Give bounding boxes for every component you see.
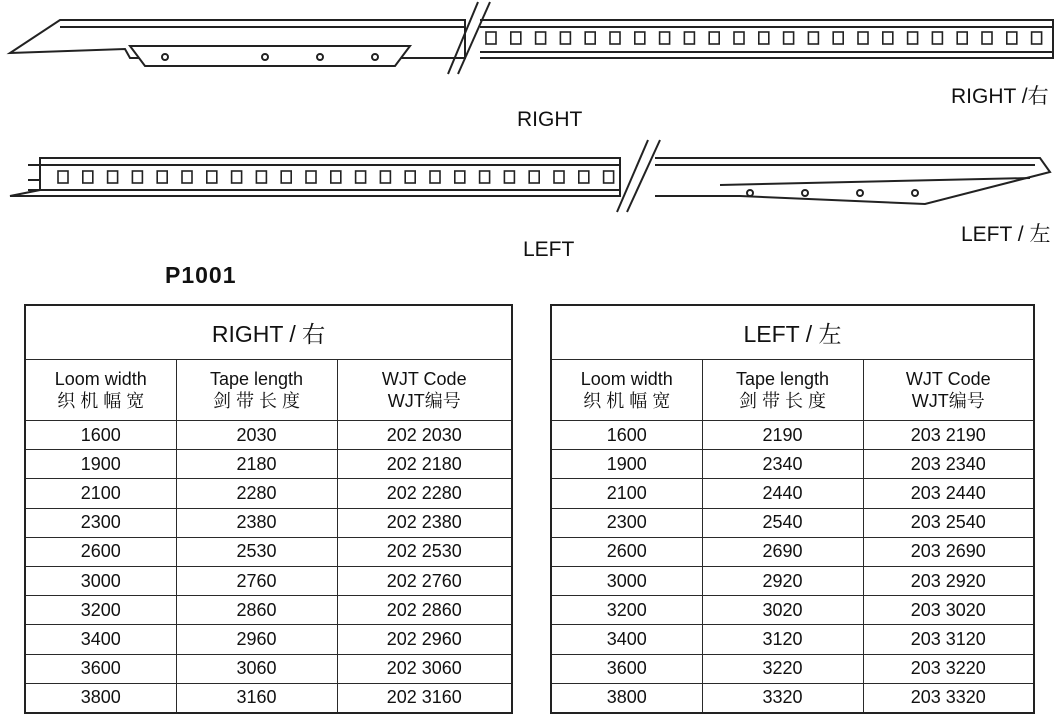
tape-hole — [306, 171, 316, 183]
tape-hole — [430, 171, 440, 183]
cell-tape-length: 2540 — [702, 508, 863, 537]
table-row — [551, 625, 1034, 654]
cell-wjt-code: 203 2920 — [863, 566, 1034, 595]
table-row — [551, 421, 1034, 450]
cell-loom-width: 3000 — [551, 566, 702, 595]
tape-hole — [660, 32, 670, 44]
table-row — [551, 683, 1034, 713]
cell-wjt-code: 202 3160 — [337, 683, 512, 713]
tape-hole — [585, 32, 595, 44]
header-tape-length: Tape length 剑 带 长 度 — [702, 360, 863, 421]
tape-hole — [833, 32, 843, 44]
cell-loom-width: 1600 — [551, 421, 702, 450]
tape-hole — [610, 32, 620, 44]
cell-wjt-code: 203 3120 — [863, 625, 1034, 654]
table-row — [25, 683, 512, 713]
left-tape-holes — [58, 171, 614, 183]
cell-wjt-code: 202 2180 — [337, 450, 512, 479]
tape-hole — [808, 32, 818, 44]
cell-wjt-code: 203 2690 — [863, 537, 1034, 566]
cell-wjt-code: 203 3220 — [863, 654, 1034, 683]
tape-hole — [579, 171, 589, 183]
table-row — [25, 537, 512, 566]
cell-loom-width: 3400 — [551, 625, 702, 654]
table-row — [551, 479, 1034, 508]
tape-hole — [281, 171, 291, 183]
cell-tape-length: 2180 — [176, 450, 337, 479]
table-row — [551, 508, 1034, 537]
tape-hole — [1007, 32, 1017, 44]
tape-hole — [554, 171, 564, 183]
cell-loom-width: 1900 — [551, 450, 702, 479]
table-row — [551, 566, 1034, 595]
tape-hole — [982, 32, 992, 44]
left-spec-table — [550, 304, 1035, 714]
cell-loom-width: 3400 — [25, 625, 176, 654]
tape-hole — [504, 171, 514, 183]
cell-wjt-code: 203 2340 — [863, 450, 1034, 479]
cell-tape-length: 2440 — [702, 479, 863, 508]
cell-wjt-code: 202 3060 — [337, 654, 512, 683]
tape-hole — [108, 171, 118, 183]
cell-wjt-code: 203 3020 — [863, 596, 1034, 625]
cell-tape-length: 3320 — [702, 683, 863, 713]
tape-hole — [132, 171, 142, 183]
header-loom-width: Loom width 织 机 幅 宽 — [551, 360, 702, 421]
cell-tape-length: 2380 — [176, 508, 337, 537]
cell-wjt-code: 203 2540 — [863, 508, 1034, 537]
tape-hole — [560, 32, 570, 44]
cell-tape-length: 2190 — [702, 421, 863, 450]
right-caption: RIGHT — [517, 108, 583, 131]
cell-wjt-code: 203 2440 — [863, 479, 1034, 508]
tape-hole — [157, 171, 167, 183]
cell-wjt-code: 202 2760 — [337, 566, 512, 595]
cell-tape-length: 3160 — [176, 683, 337, 713]
cell-wjt-code: 202 2030 — [337, 421, 512, 450]
model-title: P1001 — [165, 262, 237, 288]
cell-wjt-code: 202 2380 — [337, 508, 512, 537]
tape-hole — [858, 32, 868, 44]
tape-hole — [486, 32, 496, 44]
table-row — [25, 450, 512, 479]
right-tape-holes — [486, 32, 1042, 44]
cell-loom-width: 3000 — [25, 566, 176, 595]
table-row — [25, 625, 512, 654]
cell-tape-length: 2030 — [176, 421, 337, 450]
tape-hole — [232, 171, 242, 183]
table-row — [25, 596, 512, 625]
cell-loom-width: 3600 — [25, 654, 176, 683]
tape-hole — [83, 171, 93, 183]
header-loom-width: Loom width 织 机 幅 宽 — [25, 360, 176, 421]
table-row — [551, 537, 1034, 566]
cell-wjt-code: 203 2190 — [863, 421, 1034, 450]
cell-loom-width: 3600 — [551, 654, 702, 683]
cell-loom-width: 2600 — [25, 537, 176, 566]
tape-hole — [331, 171, 341, 183]
cell-loom-width: 3200 — [25, 596, 176, 625]
cell-tape-length: 2280 — [176, 479, 337, 508]
cell-loom-width: 2100 — [551, 479, 702, 508]
right-side-label: RIGHT /右 — [951, 85, 1049, 108]
tape-hole — [511, 32, 521, 44]
tape-hole — [635, 32, 645, 44]
cell-loom-width: 2300 — [25, 508, 176, 537]
tape-hole — [480, 171, 490, 183]
tape-hole — [734, 32, 744, 44]
cell-tape-length: 2760 — [176, 566, 337, 595]
table-row — [25, 654, 512, 683]
table-row — [25, 508, 512, 537]
table-row — [551, 450, 1034, 479]
cell-tape-length: 3020 — [702, 596, 863, 625]
cell-wjt-code: 202 2960 — [337, 625, 512, 654]
cell-tape-length: 3060 — [176, 654, 337, 683]
cell-tape-length: 2960 — [176, 625, 337, 654]
table-row — [25, 479, 512, 508]
tape-hole — [932, 32, 942, 44]
tape-hole — [1032, 32, 1042, 44]
tape-hole — [182, 171, 192, 183]
left-caption: LEFT — [523, 238, 575, 261]
tape-hole — [256, 171, 266, 183]
tape-hole — [684, 32, 694, 44]
cell-tape-length: 2920 — [702, 566, 863, 595]
cell-tape-length: 2340 — [702, 450, 863, 479]
tape-hole — [455, 171, 465, 183]
table-row — [25, 566, 512, 595]
tape-hole — [529, 171, 539, 183]
right-spec-table — [24, 304, 513, 714]
cell-loom-width: 2600 — [551, 537, 702, 566]
cell-loom-width: 3800 — [25, 683, 176, 713]
tape-hole — [759, 32, 769, 44]
tape-hole — [356, 171, 366, 183]
left-side-label: LEFT / 左 — [961, 223, 1051, 246]
tape-hole — [908, 32, 918, 44]
cell-wjt-code: 203 3320 — [863, 683, 1034, 713]
tape-hole — [957, 32, 967, 44]
cell-tape-length: 2530 — [176, 537, 337, 566]
cell-wjt-code: 202 2530 — [337, 537, 512, 566]
table-row — [551, 654, 1034, 683]
tape-hole — [604, 171, 614, 183]
tape-hole — [380, 171, 390, 183]
right-table-title: RIGHT / 右 — [25, 305, 512, 360]
tape-hole — [784, 32, 794, 44]
cell-loom-width: 1900 — [25, 450, 176, 479]
header-wjt-code: WJT Code WJT编号 — [337, 360, 512, 421]
cell-tape-length: 3220 — [702, 654, 863, 683]
table-row — [25, 421, 512, 450]
cell-loom-width: 3800 — [551, 683, 702, 713]
table-row — [551, 596, 1034, 625]
tape-hole — [709, 32, 719, 44]
tape-hole — [58, 171, 68, 183]
cell-loom-width: 2100 — [25, 479, 176, 508]
cell-loom-width: 3200 — [551, 596, 702, 625]
left-table-title: LEFT / 左 — [551, 305, 1034, 360]
cell-loom-width: 2300 — [551, 508, 702, 537]
cell-wjt-code: 202 2860 — [337, 596, 512, 625]
header-wjt-code: WJT Code WJT编号 — [863, 360, 1034, 421]
tape-hole — [207, 171, 217, 183]
tape-hole — [536, 32, 546, 44]
cell-tape-length: 3120 — [702, 625, 863, 654]
right-tape-drawing — [10, 2, 1053, 74]
cell-loom-width: 1600 — [25, 421, 176, 450]
cell-tape-length: 2860 — [176, 596, 337, 625]
header-tape-length: Tape length 剑 带 长 度 — [176, 360, 337, 421]
tape-hole — [405, 171, 415, 183]
cell-wjt-code: 202 2280 — [337, 479, 512, 508]
tape-hole — [883, 32, 893, 44]
cell-tape-length: 2690 — [702, 537, 863, 566]
